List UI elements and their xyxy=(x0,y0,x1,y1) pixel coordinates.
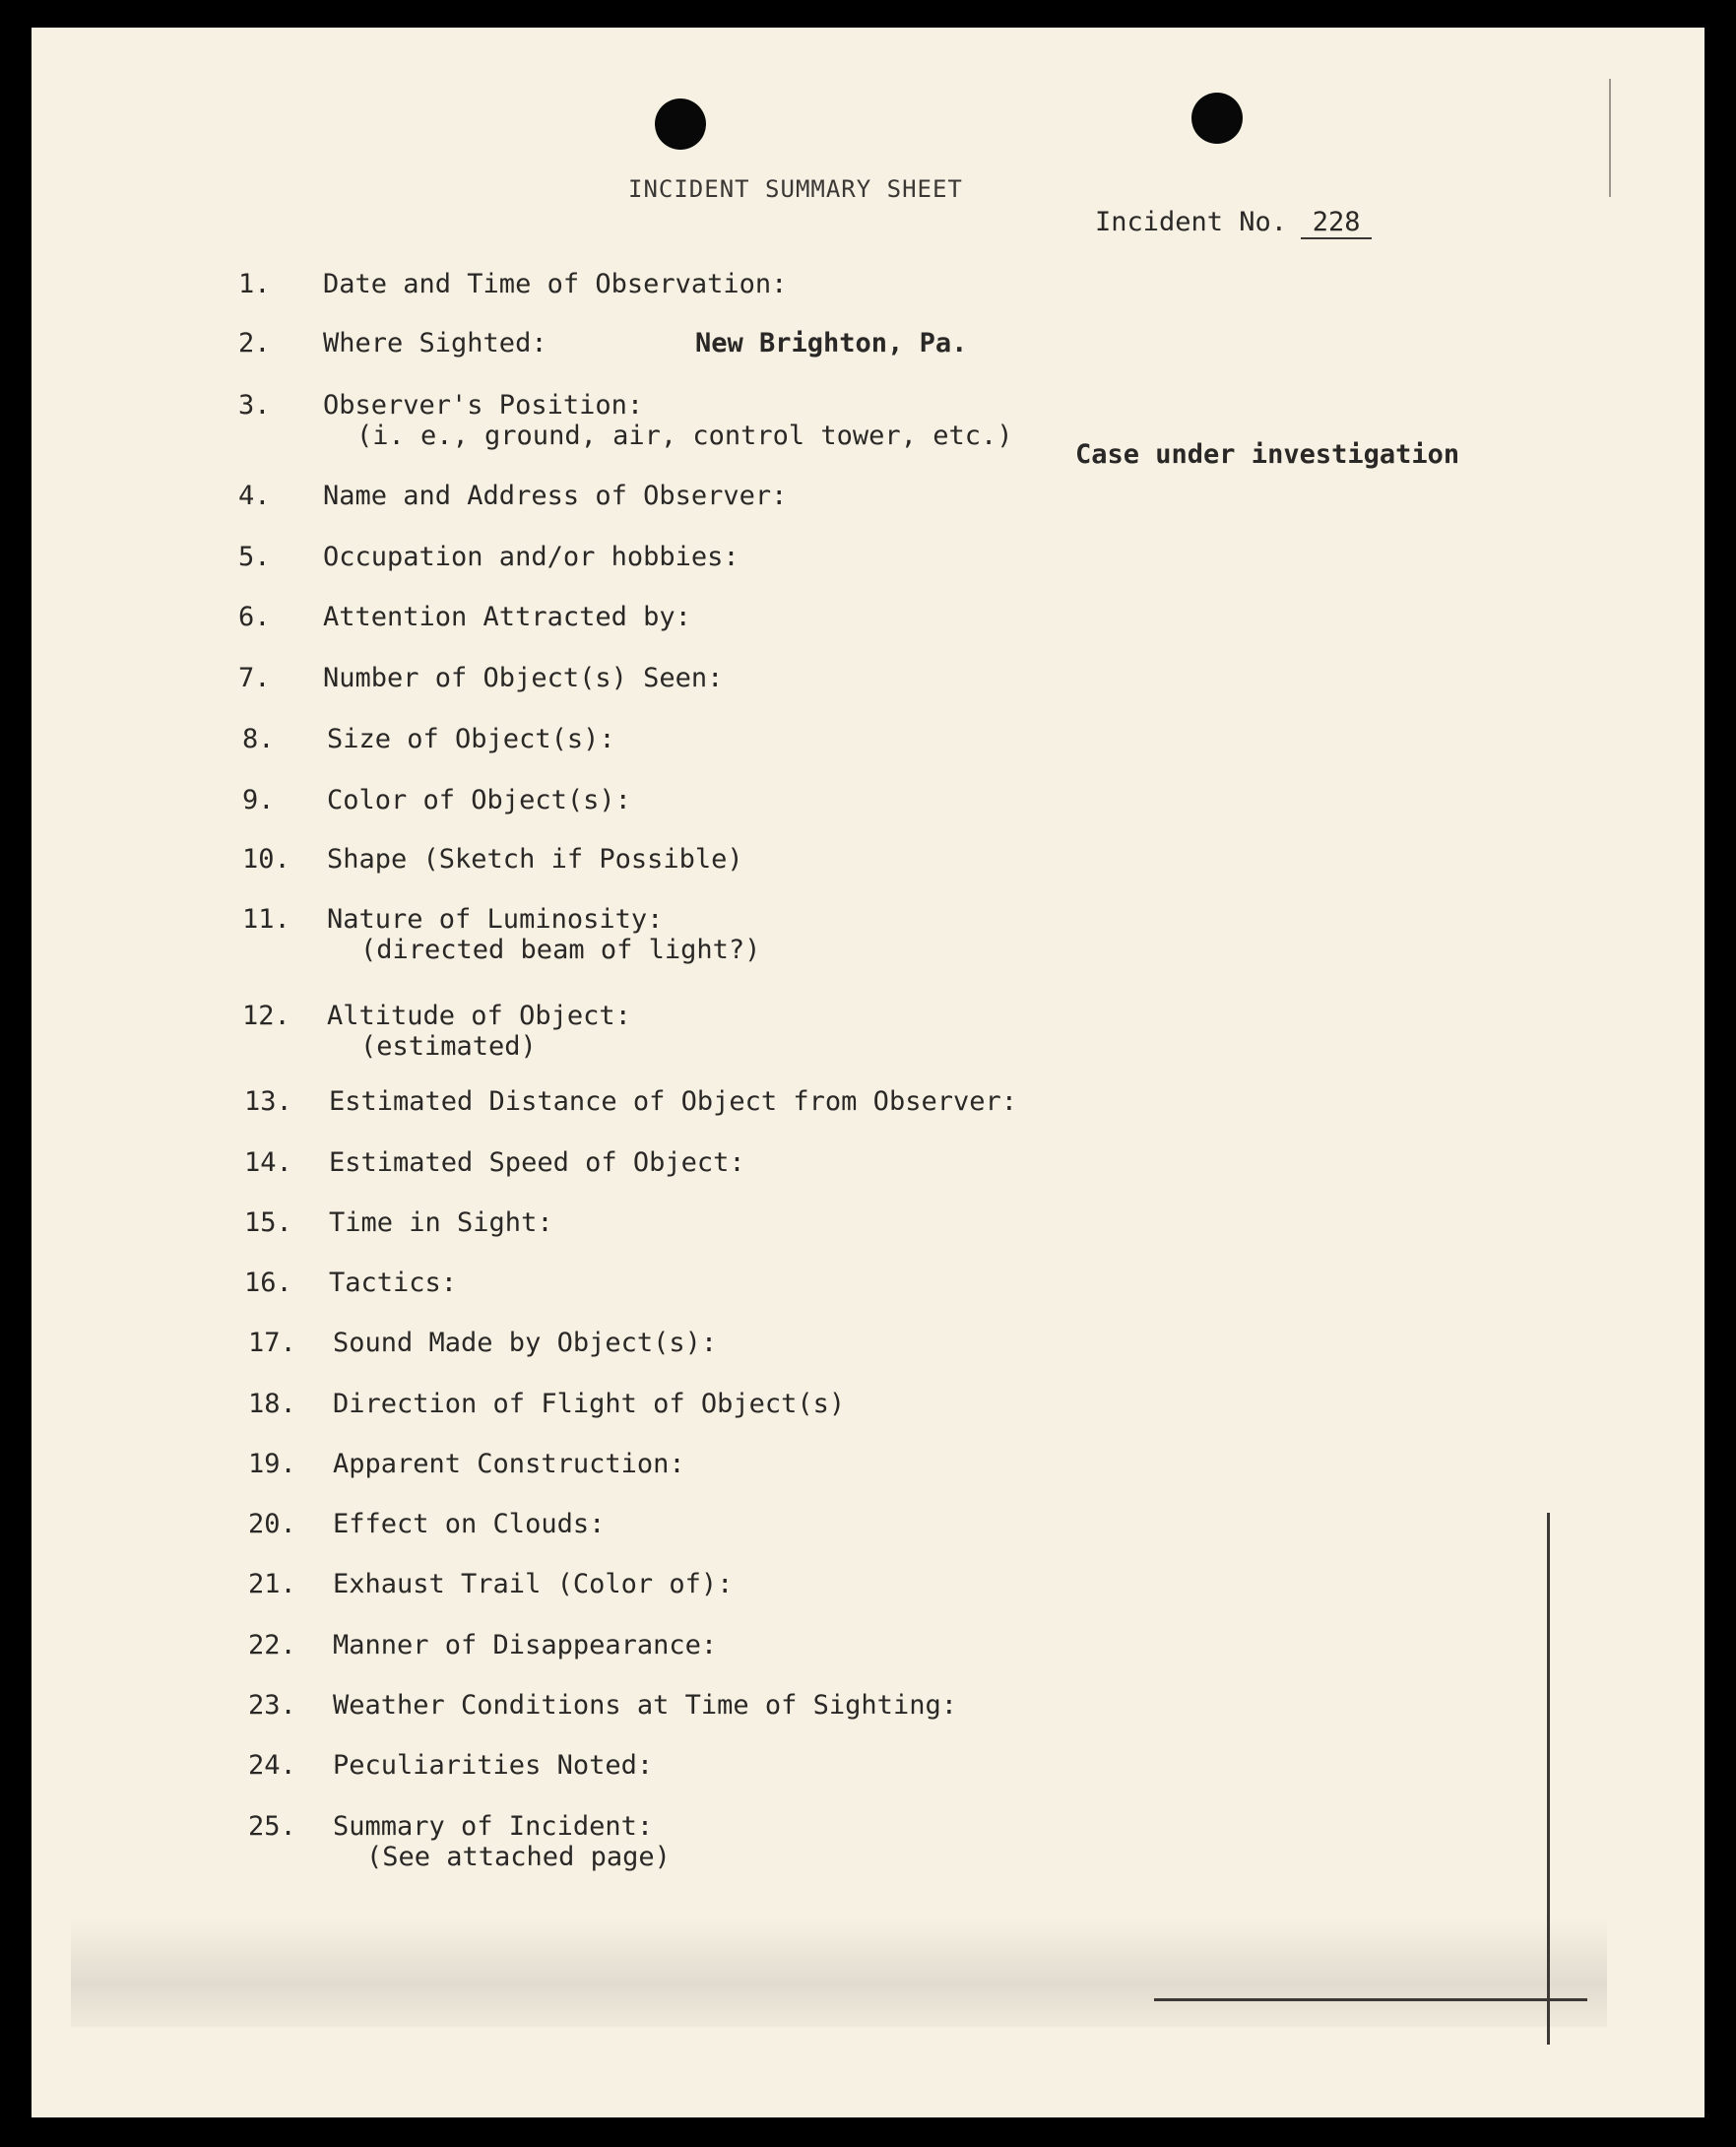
item-number: 18. xyxy=(248,1389,296,1419)
item-number: 8. xyxy=(242,724,275,754)
case-note: Case under investigation xyxy=(1075,439,1460,470)
item-label: Occupation and/or hobbies: xyxy=(323,542,739,572)
item-number: 5. xyxy=(238,542,271,572)
incident-number: 228 xyxy=(1301,207,1372,239)
item-label: Summary of Incident: xyxy=(333,1811,654,1842)
item-label: Shape (Sketch if Possible) xyxy=(327,844,743,875)
margin-line-vertical xyxy=(1547,1513,1550,2045)
item-number: 11. xyxy=(242,904,290,935)
incident-number-field xyxy=(1095,207,1372,239)
item-label: Estimated Distance of Object from Observer: xyxy=(329,1086,1017,1117)
item-label: Nature of Luminosity: xyxy=(327,904,664,935)
item-number: 17. xyxy=(248,1328,296,1358)
item-label: Number of Object(s) Seen: xyxy=(323,663,724,693)
item-sublabel: (directed beam of light?) xyxy=(360,935,761,965)
document-page xyxy=(32,28,1704,2117)
item-value: New Brighton, Pa. xyxy=(695,328,968,358)
item-number: 1. xyxy=(238,269,271,299)
item-number: 2. xyxy=(238,328,271,358)
item-label: Peculiarities Noted: xyxy=(333,1750,654,1781)
item-sublabel: (estimated) xyxy=(360,1031,537,1062)
item-number: 14. xyxy=(244,1147,292,1178)
item-number: 22. xyxy=(248,1630,296,1660)
item-label: Effect on Clouds: xyxy=(333,1509,606,1539)
item-number: 25. xyxy=(248,1811,296,1842)
item-number: 21. xyxy=(248,1569,296,1599)
item-number: 16. xyxy=(244,1268,292,1298)
item-label: Altitude of Object: xyxy=(327,1001,631,1031)
item-number: 23. xyxy=(248,1690,296,1721)
edge-mark xyxy=(1609,79,1611,197)
item-label: Estimated Speed of Object: xyxy=(329,1147,745,1178)
item-number: 9. xyxy=(242,785,275,815)
item-label: Tactics: xyxy=(329,1268,458,1298)
item-number: 19. xyxy=(248,1449,296,1479)
item-number: 15. xyxy=(244,1207,292,1238)
incident-label: Incident No. xyxy=(1095,207,1288,237)
item-number: 10. xyxy=(242,844,290,875)
punch-hole-right xyxy=(1191,93,1243,144)
item-label: Name and Address of Observer: xyxy=(323,481,788,511)
smudge-area xyxy=(71,1919,1607,2027)
item-label: Exhaust Trail (Color of): xyxy=(333,1569,734,1599)
item-label: Attention Attracted by: xyxy=(323,602,691,632)
item-label: Time in Sight: xyxy=(329,1207,553,1238)
item-label: Observer's Position: xyxy=(323,390,644,421)
item-number: 3. xyxy=(238,390,271,421)
item-number: 20. xyxy=(248,1509,296,1539)
item-label: Where Sighted: xyxy=(323,328,547,358)
margin-line-horizontal xyxy=(1154,1998,1587,2001)
item-number: 6. xyxy=(238,602,271,632)
item-number: 7. xyxy=(238,663,271,693)
item-label: Sound Made by Object(s): xyxy=(333,1328,718,1358)
item-number: 4. xyxy=(238,481,271,511)
item-label: Color of Object(s): xyxy=(327,785,631,815)
item-number: 12. xyxy=(242,1001,290,1031)
page-title: INCIDENT SUMMARY SHEET xyxy=(628,175,963,203)
item-label: Date and Time of Observation: xyxy=(323,269,788,299)
item-label: Size of Object(s): xyxy=(327,724,615,754)
item-sublabel: (See attached page) xyxy=(366,1842,671,1872)
item-number: 24. xyxy=(248,1750,296,1781)
item-number: 13. xyxy=(244,1086,292,1117)
item-sublabel: (i. e., ground, air, control tower, etc.) xyxy=(356,421,1013,451)
item-label: Manner of Disappearance: xyxy=(333,1630,718,1660)
item-label: Direction of Flight of Object(s) xyxy=(333,1389,846,1419)
item-label: Weather Conditions at Time of Sighting: xyxy=(333,1690,957,1721)
punch-hole-left xyxy=(655,98,706,150)
item-label: Apparent Construction: xyxy=(333,1449,685,1479)
